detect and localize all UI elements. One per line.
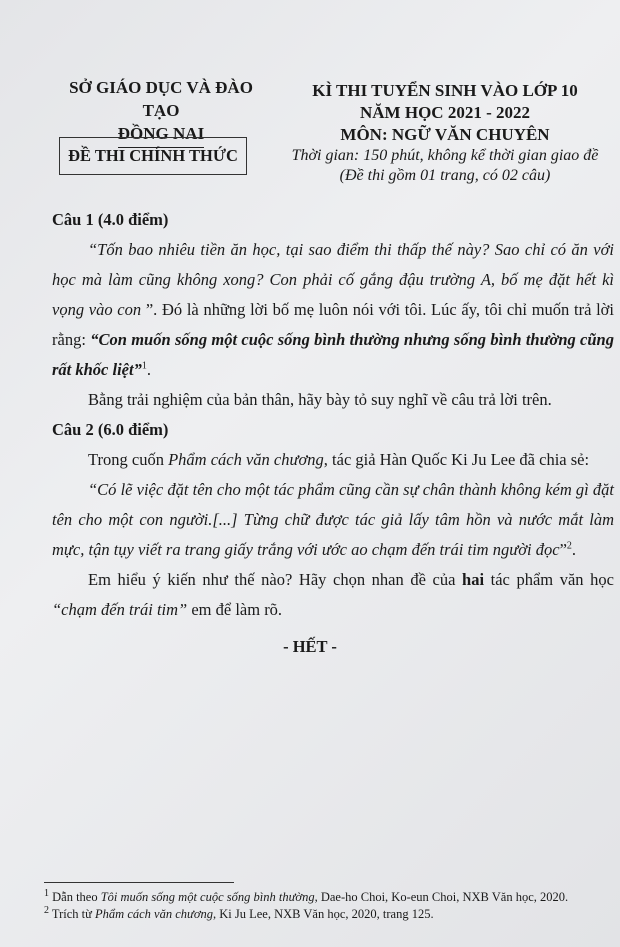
child-answer-quote: “Con muốn sống một cuộc sống bình thường nhưng sống bình thường cũng rất khốc liệt bbox=[52, 330, 614, 379]
footnote-book-title: Tôi muốn sống một cuộc sống bình thường bbox=[100, 890, 315, 904]
book-title: Phẩm cách văn chương bbox=[168, 450, 324, 469]
passage-text: ”. Đó là những lời bố mẹ luôn nói với tôi. Lúc ấy, tôi chỉ muốn trả lời rằng: bbox=[52, 300, 614, 349]
exam-note: (Đề thi gồm 01 trang, có 02 câu) bbox=[339, 167, 551, 184]
author-quote: “Có lẽ việc đặt tên cho một tác phẩm cũng cần sự chân thành không kém gì đặt tên cho một con người.[...] Từng chữ được tác giả lấy tâm hồn và nước mắt làm mực, tận tụy viết ra trang giấy trắng với ước ao chạm đến trái tim người đọc bbox=[52, 480, 614, 559]
quote-close: ” bbox=[559, 540, 567, 559]
prompt-text-end: em để làm rõ. bbox=[187, 600, 283, 619]
exam-title: KÌ THI TUYỂN SINH VÀO LỚP 10 bbox=[312, 81, 578, 100]
prompt-emphasis: hai bbox=[462, 570, 485, 589]
exam-info-block bbox=[270, 80, 620, 186]
footnote-book-title: Phẩm cách văn chương bbox=[95, 907, 213, 921]
period: . bbox=[146, 360, 151, 379]
province-name: ĐỒNG NAI bbox=[118, 122, 204, 148]
footnote-number: 2 bbox=[44, 904, 49, 916]
footnotes bbox=[44, 889, 614, 923]
department-name: SỞ GIÁO DỤC VÀ ĐÀO TẠO bbox=[69, 78, 253, 120]
prompt-text: Em hiểu ý kiến như thế nào? Hãy chọn nhan đề của bbox=[88, 570, 463, 589]
parent-quote: “Tốn bao nhiêu tiền ăn học, tại sao điểm thi thấp thế này? Sao chỉ có ăn với học mà làm cũng không xong? Con phải cố gắng đậu trường A, bố mẹ đặt hết kì vọng vào con bbox=[52, 240, 614, 319]
footnote-ref-2: 2 bbox=[566, 540, 572, 552]
period: . bbox=[571, 540, 577, 559]
prompt-italic: “chạm đến trái tim” bbox=[52, 600, 188, 619]
school-year: NĂM HỌC 2021 - 2022 bbox=[360, 103, 530, 122]
footnote-text: Dẫn theo bbox=[49, 890, 101, 904]
footnote-ref-1: 1 bbox=[141, 360, 147, 372]
intro-text: Trong cuốn bbox=[88, 450, 169, 469]
question-2-prompt bbox=[52, 565, 614, 625]
footnote-text-end: , Dae-ho Choi, Ko-eun Choi, NXB Văn học, 2020. bbox=[314, 890, 569, 904]
question-2-intro bbox=[52, 445, 614, 475]
footnote-1 bbox=[44, 889, 614, 906]
footnote-divider bbox=[44, 882, 234, 883]
question-2-quote bbox=[52, 475, 614, 565]
subject: MÔN: NGỮ VĂN CHUYÊN bbox=[340, 125, 550, 144]
exam-body bbox=[52, 205, 614, 625]
end-mark: - HẾT - bbox=[283, 637, 337, 656]
duration: Thời gian: 150 phút, không kể thời gian giao đề bbox=[291, 147, 599, 164]
question-1-passage bbox=[52, 235, 614, 385]
official-exam-label: ĐỀ THI CHÍNH THỨC bbox=[59, 137, 247, 175]
question-2-title: Câu 2 (6.0 điểm) bbox=[52, 420, 169, 439]
quote-close: ” bbox=[133, 360, 142, 379]
prompt-text-2: tác phẩm văn học bbox=[484, 570, 614, 589]
footnote-text: Trích từ bbox=[49, 907, 96, 921]
footnote-text-end: , Ki Ju Lee, NXB Văn học, 2020, trang 125. bbox=[213, 907, 434, 921]
question-1-prompt: Bằng trải nghiệm của bản thân, hãy bày tỏ suy nghĩ về câu trả lời trên. bbox=[88, 390, 552, 409]
question-1-title: Câu 1 (4.0 điểm) bbox=[52, 210, 169, 229]
footnote-number: 1 bbox=[44, 887, 49, 899]
footnote-2 bbox=[44, 906, 614, 923]
intro-text-end: , tác giả Hàn Quốc Ki Ju Lee đã chia sẻ: bbox=[323, 450, 590, 469]
